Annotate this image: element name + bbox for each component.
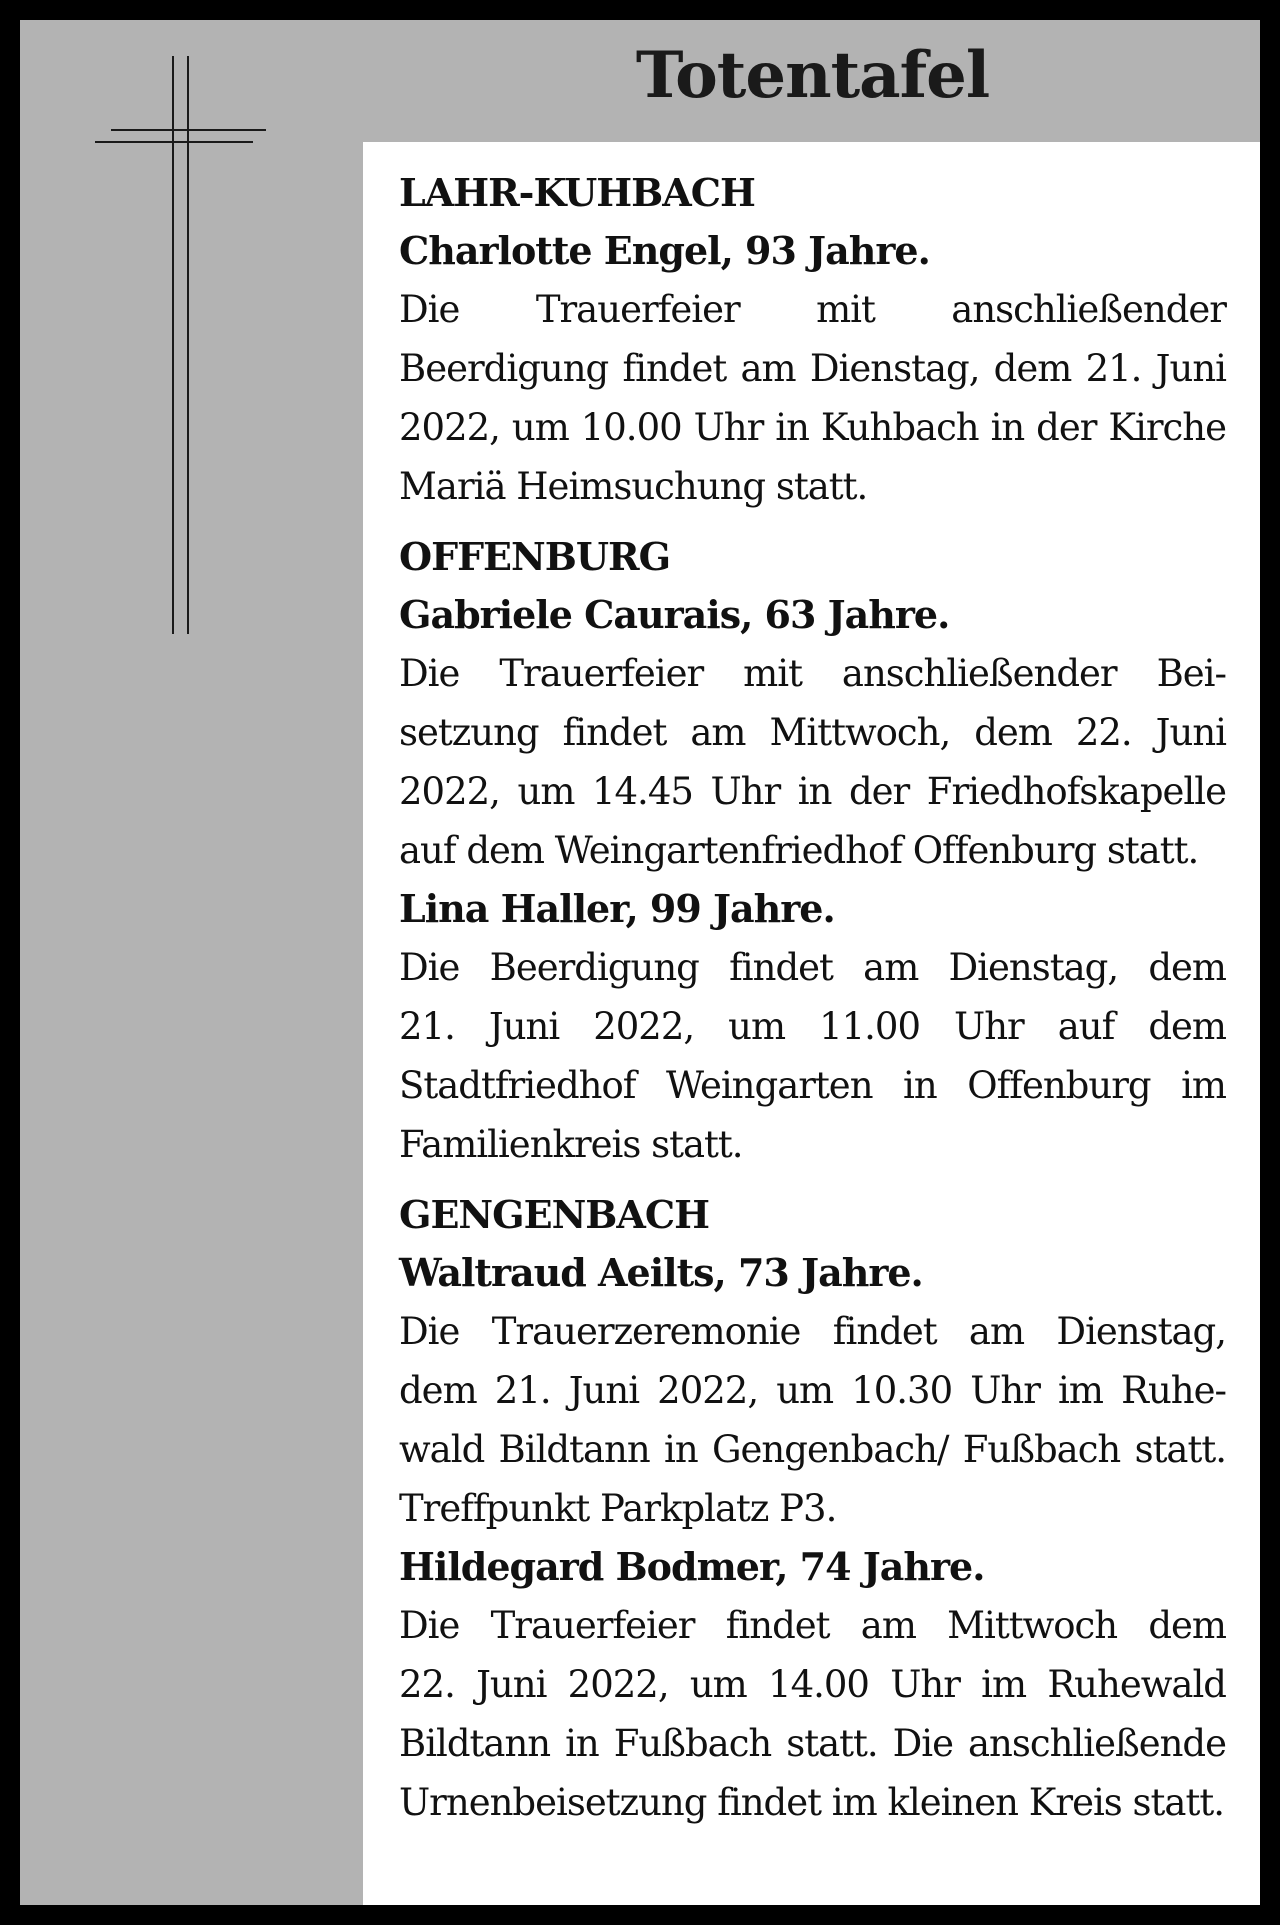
section-place: LAHR-KUHBACH xyxy=(399,170,755,215)
deceased-name: Lina Haller, 99 Jahre. xyxy=(399,886,835,931)
announcement-line: 22. Juni 2022, um 14.00 Uhr im Ruhewald xyxy=(399,1663,1226,1706)
announcement-line: wald Bildtann in Gengenbach/ Fußbach statt. xyxy=(399,1428,1226,1471)
announcement-line: 21. Juni 2022, um 11.00 Uhr auf dem xyxy=(399,1005,1226,1048)
announcement-line: Mariä Heimsuchung statt. xyxy=(399,465,868,508)
announcement-line: Die Trauerzeremonie findet am Dienstag, xyxy=(399,1310,1226,1353)
deceased-name: Charlotte Engel, 93 Jahre. xyxy=(399,228,930,273)
announcement-line: Die Trauerfeier findet am Mittwoch dem xyxy=(399,1604,1226,1647)
section-place: GENGENBACH xyxy=(399,1192,710,1237)
announcement-line: 2022, um 14.45 Uhr in der Friedhofskapelle xyxy=(399,770,1226,813)
cross-icon xyxy=(20,20,360,660)
announcement-line: Die Trauerfeier mit anschließender Bei- xyxy=(399,652,1226,695)
section-gengenbach xyxy=(399,1186,1226,1832)
announcement-line: Treffpunkt Parkplatz P3. xyxy=(399,1487,837,1530)
section-lahr-kuhbach xyxy=(399,164,1226,516)
deceased-name: Hildegard Bodmer, 74 Jahre. xyxy=(399,1544,985,1589)
section-divider xyxy=(399,1174,1226,1186)
obituary-list xyxy=(363,142,1260,1905)
section-place: OFFENBURG xyxy=(399,534,671,579)
announcement-line: setzung findet am Mittwoch, dem 22. Juni xyxy=(399,711,1226,754)
deceased-name: Waltraud Aeilts, 73 Jahre. xyxy=(399,1250,923,1295)
announcement-line: Stadtfriedhof Weingarten in Offenburg im xyxy=(399,1064,1226,1107)
announcement-line: dem 21. Juni 2022, um 10.30 Uhr im Ruhe- xyxy=(399,1369,1226,1412)
announcement-line: Familienkreis statt. xyxy=(399,1123,743,1166)
section-divider xyxy=(399,516,1226,528)
announcement-line: Beerdigung findet am Dienstag, dem 21. Juni xyxy=(399,347,1226,390)
obituary-frame xyxy=(20,20,1260,1905)
announcement-line: 2022, um 10.00 Uhr in Kuhbach in der Kirche xyxy=(399,406,1226,449)
announcement-line: Urnenbeisetzung findet im kleinen Kreis statt. xyxy=(399,1781,1224,1824)
deceased-name: Gabriele Caurais, 63 Jahre. xyxy=(399,592,950,637)
announcement-line: Die Trauerfeier mit anschließender xyxy=(399,288,1226,331)
announcement-line: Bildtann in Fußbach statt. Die anschließende xyxy=(399,1722,1226,1765)
announcement-line: Die Beerdigung findet am Dienstag, dem xyxy=(399,946,1226,989)
announcement-line: auf dem Weingartenfriedhof Offenburg statt. xyxy=(399,829,1199,872)
section-offenburg xyxy=(399,528,1226,1174)
page-title: Totentafel xyxy=(635,38,990,113)
